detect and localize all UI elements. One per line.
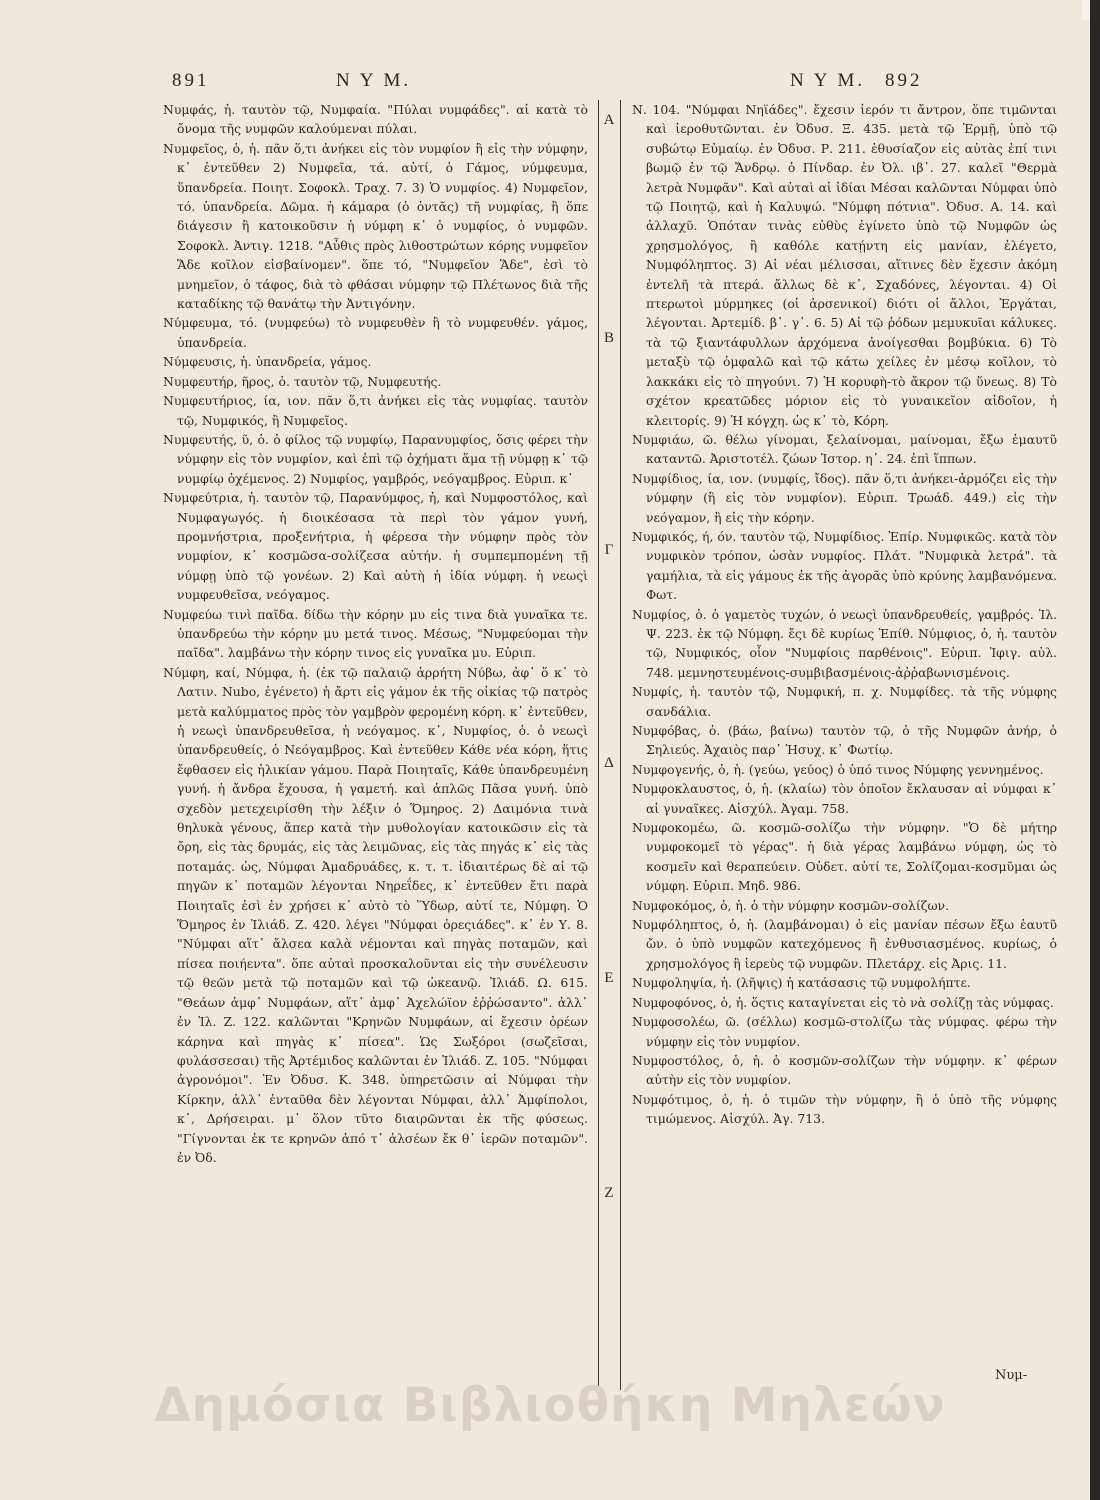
entry-nymphidios: Νυμφίδιος, ία, ιον. (νυμφίς, ἴδος). πᾶν ὅ,τι ἀνήκει-ἁρμόζει εἰς τὴν νύμφην (ἢ εἰς τὸν νυμφίον). Εὐριπ. Τρωάδ. 449.) εἰς τὴν νεόγαμον, ἢ εἰς τὴν κόρην. <box>632 470 1057 525</box>
entry-nympheios: Νυμφεῖος, ὁ, ἡ. πᾶν ὅ,τι ἀνήκει εἰς τὸν νυμφίον ἢ εἰς τὴν νύμφην, κ᾽ ἐντεῦθεν 2) Νυμφεῖα, τά. αὐτί, ὁ Γάμος, νύμφευμα, ὕπανδρεία. Ποιητ. Σοφοκλ. Τραχ. 7. 3) Ὁ νυμφίος. 4) Νυμφεῖον, τό. ὑπανδρεία. Δῶμα. ἡ κάμαρα (ὁ ὀντᾶς) τῆ νυμφίας, ἢ ὅπε διάγεσιν ἢ κατοικοῦσιν ἡ νύμφη κ᾽ ὁ νυμφίος, ὁ νυμφῶν. Σοφοκλ. Ἀντιγ. 1218. "Αὖθις πρὸς λιθοστρώτων κόρης νυμφεῖον Ἅδε κοῖλον εἰσβαίνομεν". ὅπε τό, "Νυμφεῖον Ἅδε", ἐσὶ τὸ μνημεῖον, ὁ τάφος, διὰ τὸ φθάσαι νύμφην τῷ Πλέτωνος διὰ τῆς καταδίκης τῷ θανάτῳ τὴν Ἀντιγόνην. <box>163 140 588 312</box>
entry-nymphoklaustos: Νυμφοκλαυστος, ὁ, ἡ. (κλαίω) τὸν ὁποῖον ἔκλαυσαν αἱ νύμφαι κ᾽ αἱ γυναῖκες. Αἰσχύλ. Ἀγαμ. 758. <box>632 781 1057 816</box>
entry-nymphe: Νύμφη, καί, Νύμφα, ἡ. (ἐκ τῷ παλαιῷ ἀρρήτη Νύβω, ἀφ᾽ ὅ κ᾽ τὸ Λατιν. Nubo, ἐγένετο) ἡ ἄρτι εἰς γάμον ἐκ τῆς οἰκίας τῷ πατρὸς μετὰ καλύμματος πρὸς τὸν γαμβρὸν φερομένη κόρη. κ᾽ ἐντεῦθεν, ἡ νεωςὶ ὑπανδρευθεῖσα, ἡ νεόγαμος. κ᾽, Νυμφίος, ὁ. ὁ νεωςὶ ὑπανδρευθείς, ὁ Νεόγαμβρος. Καὶ ἐντεῦθεν Κάθε νέα κόρη, ἥτις ἔφθασεν εἰς ἡλικίαν γάμου. Παρὰ Ποιηταῖς, Κάθε ὑπανδρευμένη γυνή. ἡ ἄνδρα ἔχουσα, ἡ γαμετή. καὶ ἁπλῶς Πᾶσα γυνή. ὑπὸ σχεδὸν μετεχειρίσθη τὴν λέξιν ὁ Ὅμηρος. 2) Δαιμόνια τινὰ θηλυκὰ γένους, ἅπερ κατὰ τὴν μυθολογίαν κατοικῶσιν εἰς τὰ ὄρη, εἰς τὰς δρυμάς, εἰς τὰς λειμῶνας, εἰς τὰς πηγάς κ᾽ εἰς τὰς ποταμάς. ὡς, Νύμφαι Ἀμαδρυάδες, κ. τ. τ. ἰδιαιτέρως δὲ αἱ τῷ πηγῶν κ᾽ ποταμῶν λέγονται Νηρεΐδες, κ᾽ ἐντεῦθεν ἔτι παρὰ Ποιηταῖς ἐσὶ ἐν χρήσει κ᾽ αὐτὸ τὸ Ὕδωρ, αὐτί τε, Νύμφη. Ὁ Ὅμηρος ἐν Ἰλιάδ. Ζ. 420. λέγει "Νύμφαι ὀρεςιάδες". κ᾽ ἐν Υ. 8. "Νύμφαι αἵτ᾽ ἄλσεα καλὰ νέμονται καὶ πηγὰς ποταμῶν, καὶ πίσεα ποιήεντα". ὅπε αὐταὶ προσκαλοῦνται εἰς τὴν συνέλευσιν τῷ θεῶν μετὰ τῷ ποταμῶν καὶ τῷ ὠκεανῷ. Ἰλιάδ. Ω. 615. "Θεάων ἀμφ᾽ Νυμφάων, αἵτ᾽ ἀμφ᾽ Ἀχελώϊον ἐῤῥώσαντο". ἀλλ᾽ ἐν Ἰλ. Ζ. 122. καλῶνται "Κρηνῶν Νυμφάων, αἱ ἔχεσιν ὀρέων κάρηνα καὶ πηγὰς κ᾽ πίσεα". Ὡς Σωξόροι (σωζεῖσαι, φυλάσσεσαι) τῆς Ἀρτέμιδος καλῶνται ἐν Ἰλιάδ. Ζ. 105. "Νύμφαι ἀγρονόμοι". Ἐν Ὀδυσ. Κ. 348. ὑπηρετῶσιν αἱ Νύμφαι τὴν Κίρκην, ἀλλ᾽ ἐνταῦθα δὲν λέγονται Νύμφαι, ἀλλ᾽ Ἀμφίπολοι, κ᾽, Δρήσειραι. μ᾽ ὅλον τῦτο διαιρῶνται ἐκ τῆς φύσεως. "Γίγνονται ἐκ τε κρηνῶν ἀπό τ᾽ ἀλσέων ἔκ θ᾽ ἱερῶν ποταμῶν". ἐν Ὀδ. <box>163 664 588 1165</box>
page-number-right: 892 <box>885 70 923 91</box>
column-rule-right <box>620 100 621 1390</box>
left-column <box>163 100 588 1167</box>
gutter-letter-g: Γ <box>604 542 614 558</box>
entry-nymphis: Νυμφίς, ἡ. ταυτὸν τῷ, Νυμφική, π. χ. Νυμφίδες. τὰ τῆς νύμφης σανδάλια. <box>632 684 1057 719</box>
scan-edge <box>1090 0 1100 1500</box>
running-head-left: Ν Υ Μ. <box>336 70 412 91</box>
entry-nymphas: Νυμφάς, ἡ. ταυτὸν τῷ, Νυμφαία. "Πύλαι νυμφάδες". αἱ κατὰ τὸ ὄνομα τῆς νυμφῶν καλούμεναι πύλαι. <box>163 102 588 137</box>
running-head-right: Ν Υ Μ. <box>790 70 866 91</box>
entry-nymphogenes: Νυμφογενής, ὁ, ἡ. (γεύω, γεύος) ὁ ὑπό τινος Νύμφης γεννημένος. <box>632 761 1044 777</box>
entry-nymphokomos: Νυμφοκόμος, ὁ, ἡ. ὁ τὴν νύμφην κοσμῶν-σολίζων. <box>632 897 950 913</box>
entry-nymphokomeo: Νυμφοκομέω, ῶ. κοσμῶ-σολίζω τὴν νύμφην. "Ὁ δὲ μήτηρ νυμφοκομεῖ τὸ γέρας". ἡ διὰ γέρας λαμβάνω νύμφη, ὡς τὸ κοσμεῖν καὶ θεραπεύειν. Οὐδετ. αὐτί τε, Σολίζομαι-κοσμῦμαι ὡς νύμφη. Εὐριπ. Μηδ. 986. <box>632 820 1057 894</box>
entry-nympheutes: Νυμφευτής, ῦ, ὁ. ὁ φίλος τῷ νυμφίῳ, Παρανυμφίος, ὅσις φέρει τὴν νύμφην εἰς τὸν νυμφίον, καὶ ἐπὶ τῷ ὀχήματι ἅμα τῇ νύμφῃ κ᾽ τῷ νυμφίῳ ὀχέμενος. 2) Νυμφίος, γαμβρός, νεόγαμβρος. Εὐριπ. κ᾽ <box>163 431 588 486</box>
gutter-letter-a: Α <box>603 112 615 128</box>
library-watermark: Δημόσια Βιβλιοθήκη Μηλεών <box>154 1378 946 1433</box>
entry-nymphios: Νυμφίος, ὁ. ὁ γαμετὸς τυχών, ὁ νεωςὶ ὑπανδρευθείς, γαμβρός. Ἰλ. Ψ. 223. ἐκ τῷ Νύμφη. ἔςι δὲ κυρίως Ἐπίθ. Νύμφιος, ὁ, ἡ. ταυτὸν τῷ, Νυμφικός, οἷον "Νυμφίοις παρθένοις". Εὐριπ. Ἰφιγ. αὐλ. 748. μεμνηστευμένοις-συμβιβασμένοις-ἀῤῥαβωνισμένοις. <box>632 606 1057 680</box>
entry-nympheuma: Νύμφευμα, τό. (νυμφεύω) τὸ νυμφευθὲν ἢ τὸ νυμφευθέν. γάμος, ὑπανδρεία. <box>163 315 588 350</box>
entry-nymphosoleo: Νυμφοσολέω, ῶ. (σέλλω) κοσμῶ-στολίζω τὰς νύμφας. φέρω τὴν νύμφην εἰς τὸν νυμφίον. <box>632 1014 1057 1049</box>
entry-nympholepsia: Νυμφοληψία, ἡ. (λῆψις) ἡ κατάσασις τῷ νυμφολήπτε. <box>632 975 971 991</box>
gutter-letter-d: Δ <box>604 755 614 771</box>
entry-nymphostolos: Νυμφοστόλος, ὁ, ἡ. ὁ κοσμῶν-σολίζων τὴν νύμφην. κ᾽ φέρων αὐτὴν εἰς τὸν νυμφίον. <box>632 1052 1057 1088</box>
entry-nymphotimos: Νυμφότιμος, ὁ, ἡ. ὁ τιμῶν τὴν νύμφην, ἢ ὁ ὑπὸ τῆς νύμφης τιμώμενος. Αἰσχύλ. Ἀγ. 713. <box>632 1091 1057 1127</box>
page-number-left: 891 <box>172 70 210 91</box>
entry-nymphikos: Νυμφικός, ή, όν. ταυτὸν τῷ, Νυμφίδιος. Ἐπίρ. Νυμφικῶς. κατὰ τὸν νυμφικὸν τρόπον, ὡσὰν νυμφίος. Πλάτ. "Νυμφικὰ λετρά". τὰ γαμήλια, τὰ εἰς γάμους ἐκ τῆς ἀγορᾶς ὑπὸ κρύνης λαμβανόμενα. Φωτ. <box>632 528 1057 603</box>
gutter-letter-z: Ζ <box>604 1185 614 1201</box>
entry-nympheuo: Νυμφεύω τινὶ παῖδα. δίδω τὴν κόρην μυ εἰς τινα διὰ γυναῖκα τε. ὑπανδρεύω τὴν κόρην μυ μετά τινος. Μέσως, "Νυμφεύομαι τὴν παῖδα". λαμβάνω τὴν κόρην τινος εἰς γυναῖκα μυ. Εὐριπ. <box>163 606 588 661</box>
entry-nymphe-continued: Ν. 104. "Νύμφαι Νηϊάδες". ἔχεσιν ἱερόν τι ἄντρον, ὅπε τιμῶνται καὶ ἱεροθυτῶνται. ἐν Ὀδυσ. Ξ. 435. μετὰ τῷ Ἑρμῇ, ὑπὸ τῷ συβώτῳ Εὐμαίῳ. ἐν Ὀδυσ. Ρ. 211. ἐθυσίαζον εἰς αὐτὰς ἐπί τινι βωμῷ ἐν τῷ Ἄνδρῳ. ὁ Πίνδαρ. ἐν Ὀλ. ιβ᾽. 27. καλεῖ "Θερμὰ λετρὰ Νυμφᾶν". Καὶ αὐταὶ αἱ ἰδίαι Μέσαι καλῶνται Νύμφαι ὑπὸ τῷ Ποιητῷ, καὶ ἡ Καλυψώ. "Νύμφη πότνια". Ὀδυσ. Α. 14. καὶ ἀλλαχῦ. Ὁπόταν τινὰς εὐθὺς ἐγίνετο ὑπὸ τῷ Νυμφῶν ὡς χρησμολόγος, ἢ καθόλε κατῄντη εἰς μανίαν, ἐλέγετο, Νυμφόληπτος. 3) Αἱ νέαι μέλισσαι, αἵτινες δὲν ἔχεσιν ἀκόμη ἐντελῆ τὰ πτερά. ἄλλως δὲ κ᾽, Σχαδόνες, λέγονται. 4) Οἱ πτερωτοὶ μύρμηκες (οἱ ἀρσενικοί) διότι οἱ ἄλλοι, Ἐργάται, λέγονται. Ἀρτεμίδ. β᾽. γ᾽. 6. 5) Αἱ τῷ ῥόδων μεμυκυῖαι κάλυκες. τὰ τῷ ξιαντάφυλλων ἀρχόμενα ἀνοίγεσθαι βομβύκια. 6) Τὸ μεταξὺ τῷ ὀμφαλῶ καὶ τῷ κάτω χείλες ἐν μέσῳ κοῖλον, τὸ λακκάκι εἰς τὸ πηγούνι. 7) Ἡ κορυφὴ-τὸ ἄκρον τῷ ὕνεως. 8) Τὸ σχέτον κρεατῶδες μόριον εἰς τὸ γυναικεῖον αἰδοῖον, ἡ κλειτορίς. 9) Ἡ κόγχη. ὡς κ᾽ τὸ, Κόρη. <box>632 102 1057 428</box>
entry-nympheusis: Νύμφευσις, ἡ. ὑπανδρεία, γάμος. <box>163 354 372 370</box>
gutter-letter-b: Β <box>603 330 614 346</box>
entry-nymphophonos: Νυμφοφόνος, ὁ, ἡ. ὅςτις καταγίνεται εἰς τὸ νὰ σολίζῃ τὰς νύμφας. <box>632 994 1054 1010</box>
catchword: Νυμ- <box>995 1368 1028 1383</box>
entry-nympheuterios: Νυμφευτήριος, ία, ιον. πᾶν ὅ,τι ἀνήκει εἰς τὰς νυμφίας. ταυτὸν τῷ, Νυμφικός, ἢ Νυμφεῖος. <box>163 393 588 428</box>
page-corner <box>1082 0 1090 20</box>
entry-nympholeptos: Νυμφόληπτος, ὁ, ἡ. (λαμβάνομαι) ὁ εἰς μανίαν πέσων ἔξω ἑαυτῦ ὤν. ὁ ὑπὸ νυμφῶν κατεχόμενος ἢ ἐνθυσιασμένος. κυρίως, ὁ χρησμολόγος ἢ ἱερεὺς τῷ νυμφῶν. Πλετάρχ. εἰς Ἀρις. 11. <box>632 917 1057 971</box>
entry-nympheutria: Νυμφεύτρια, ἡ. ταυτὸν τῷ, Παρανύμφος, ἡ, καὶ Νυμφοστόλος, καὶ Νυμφαγωγός. ἡ διοικέσασα τὰ περὶ τὸν γάμον γυνή, προμνήστρια, προξενήτρια, ἡ φέρεσα τὴν νύμφην πρὸς τὸν νυμφίον, κ᾽ κοσμῶσα-σολίζεσα αὐτήν. ἡ συμπεμπομένη τῇ νύμφῃ ὑπὸ τῷ γονέων. 2) Καὶ αὐτὴ ἡ ἰδία νύμφη. ἡ νεωςὶ νυμφευθεῖσα, νεόγαμος. <box>163 490 588 603</box>
right-column <box>632 100 1057 1129</box>
gutter-letter-e: Ε <box>604 970 614 986</box>
entry-nymphiao: Νυμφιάω, ῶ. θέλω γίνομαι, ξελαίνομαι, μαίνομαι, ἔξω ἐμαυτῦ καταντῶ. Ἀριστοτέλ. ζώων Ἱστορ. η᾽. 24. ἐπὶ ἵππων. <box>632 431 1057 467</box>
entry-nymphobas: Νυμφόβας, ὁ. (βάω, βαίνω) ταυτὸν τῷ, ὁ τῆς Νυμφῶν ἀνήρ, ὁ Σηλιεύς. Ἀχαιὸς παρ᾽ Ἡσυχ. κ᾽ Φωτίῳ. <box>632 723 1057 758</box>
entry-nympheuter: Νυμφευτήρ, ῆρος, ὁ. ταυτὸν τῷ, Νυμφευτής. <box>163 373 442 389</box>
